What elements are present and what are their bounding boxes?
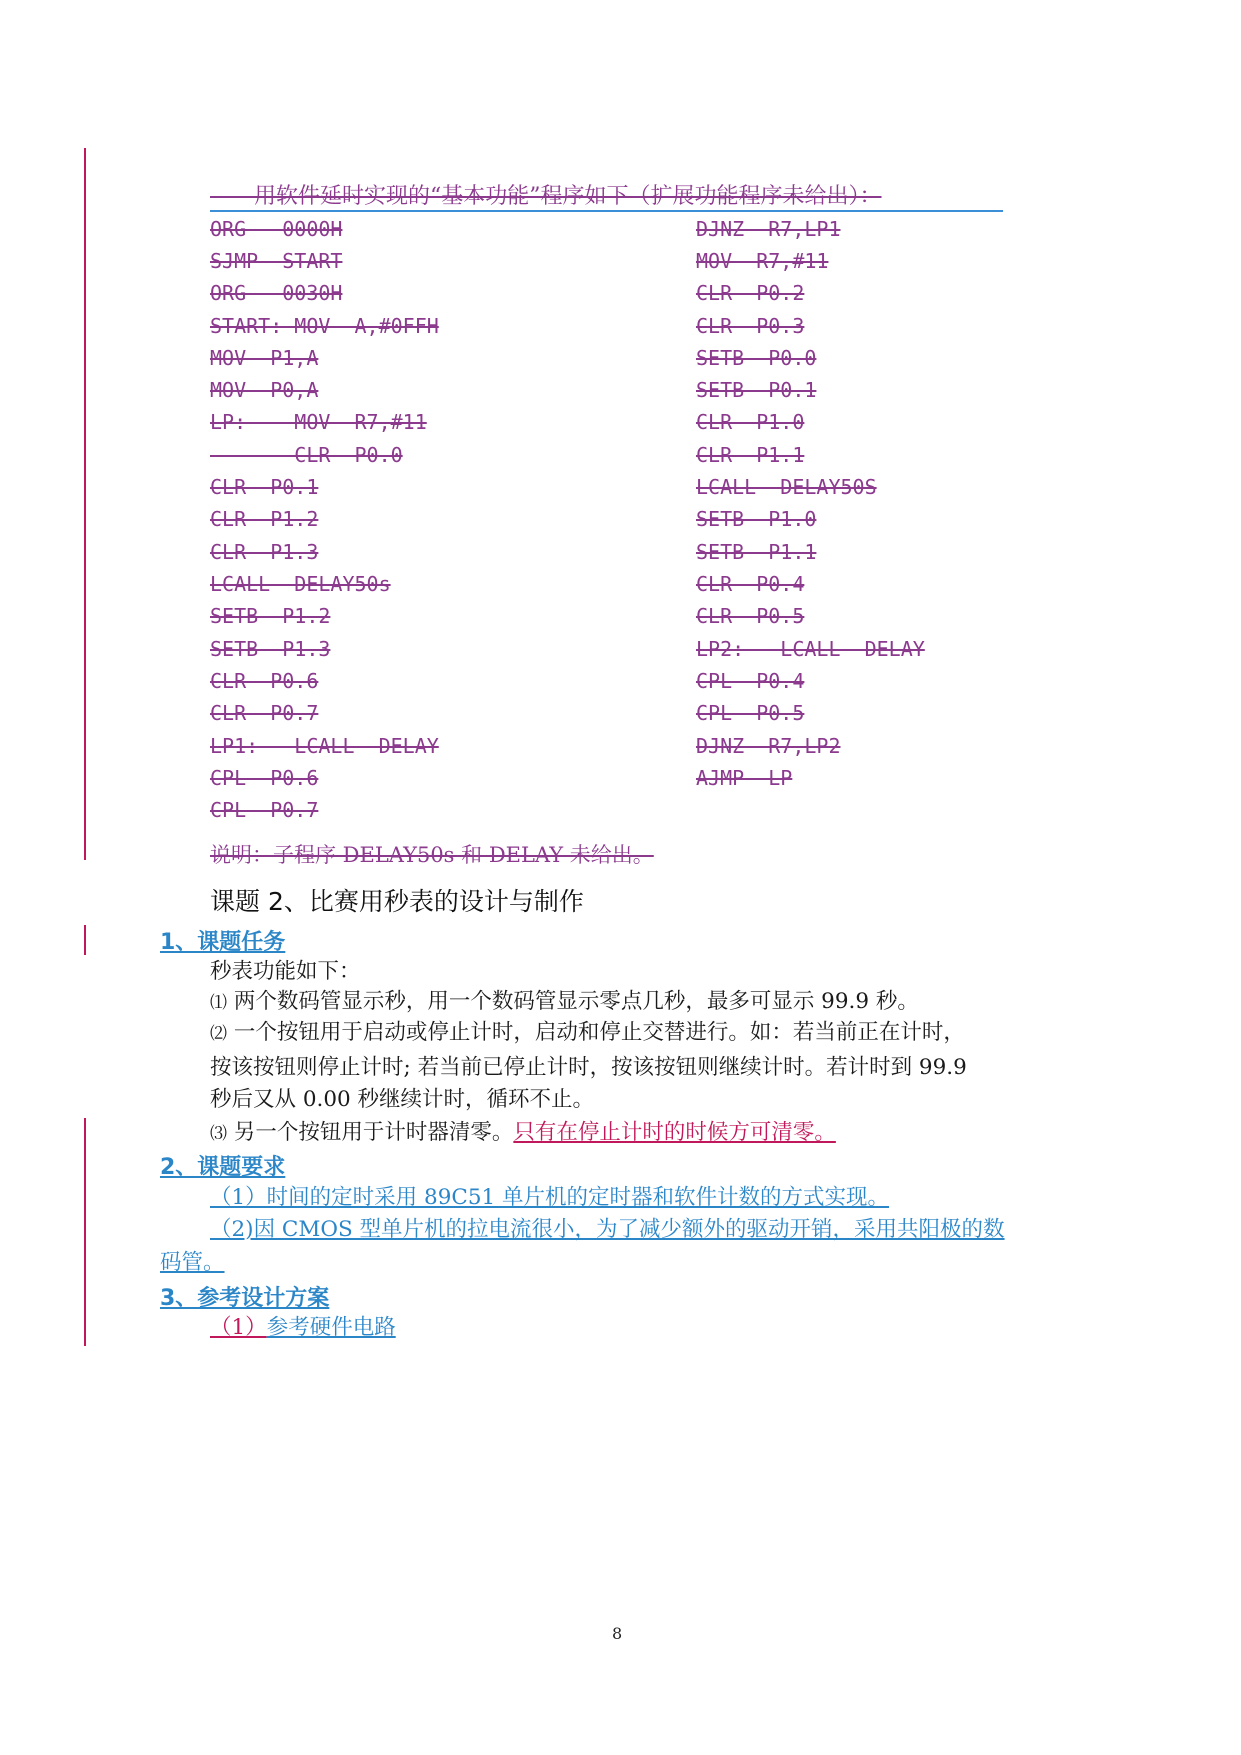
section-heading-task: 1、课题任务: [160, 930, 286, 955]
intro-underline: [210, 210, 1003, 212]
requirement-1: （1）时间的定时采用 89C51 单片机的定时器和软件计数的方式实现。: [210, 1185, 890, 1210]
requirement-2-line-2: 码管。: [160, 1250, 225, 1275]
code-line: ———————CLR P0.0: [210, 443, 403, 467]
code-note: 说明：子程序 DELAY50s 和 DELAY 未给出。: [210, 843, 654, 867]
item-text: 两个数码管显示秒，用一个数码管显示零点几秒，最多可显示 99.9 秒。: [233, 989, 919, 1014]
code-line: LCALL DELAY50S: [696, 475, 877, 499]
requirement-2-line-1: （2)因 CMOS 型单片机的拉电流很小，为了减少额外的驱动开销，采用共阳极的数: [210, 1217, 1005, 1242]
code-line: CPL P0.4: [696, 669, 805, 693]
code-line: CPL P0.5: [696, 701, 805, 725]
page-number: 8: [612, 1624, 623, 1643]
item-number: ⑴: [210, 993, 227, 1013]
code-line: SJMP START: [210, 249, 343, 273]
code-line: CLR P0.4: [696, 572, 805, 596]
page-title: 课题 2、比赛用秒表的设计与制作: [210, 887, 584, 916]
code-line: MOV P0,A: [210, 378, 319, 402]
code-line: MOV R7,#11: [696, 249, 829, 273]
task-item-2-line-2: 按该按钮则停止计时; 若当前已停止计时，按该按钮则继续计时。若计时到 99.9: [210, 1055, 967, 1080]
code-line: CLR P0.2: [696, 281, 805, 305]
code-line: CPL P0.7: [210, 798, 319, 822]
task-intro: 秒表功能如下：: [210, 959, 361, 984]
task-item-2-line-3: 秒后又从 0.00 秒继续计时，循环不止。: [210, 1087, 595, 1112]
code-line: CLR P0.3: [696, 314, 805, 338]
section-heading-design: 3、参考设计方案: [160, 1286, 330, 1311]
change-bar-bottom: [84, 1118, 86, 1346]
code-line: CLR P1.1: [696, 443, 805, 467]
code-line: SETB P1.3: [210, 637, 331, 661]
item-number: ⑵: [210, 1024, 227, 1044]
code-line: AJMP LP: [696, 766, 793, 790]
code-line: LP: MOV R7,#11: [210, 410, 427, 434]
item-text: 参考硬件电路: [266, 1315, 396, 1340]
item-number: （1）: [210, 1315, 267, 1340]
inserted-text: 只有在停止计时的时候方可清零。: [513, 1120, 836, 1145]
task-item-1: [210, 987, 919, 1018]
code-line: CLR P1.0: [696, 410, 805, 434]
task-item-3: [210, 1118, 836, 1149]
code-line: CLR P0.6: [210, 669, 319, 693]
code-line: SETB P1.1: [696, 540, 817, 564]
code-line: ORG 0000H: [210, 217, 343, 241]
code-line: CLR P1.2: [210, 507, 319, 531]
code-line: LP2: LCALL DELAY: [696, 637, 925, 661]
section-heading-requirements: 2、课题要求: [160, 1155, 286, 1180]
code-line: DJNZ R7,LP2: [696, 734, 841, 758]
code-line: SETB P0.1: [696, 378, 817, 402]
code-line: LCALL DELAY50s: [210, 572, 391, 596]
change-bar-task: [84, 925, 86, 955]
item-text: 另一个按钮用于计时器清零。: [233, 1120, 514, 1145]
task-item-2: [210, 1018, 965, 1049]
item-text: 一个按钮用于启动或停止计时，启动和停止交替进行。如：若当前正在计时，: [233, 1020, 965, 1045]
code-line: START: MOV A,#0FFH: [210, 314, 439, 338]
code-line: DJNZ R7,LP1: [696, 217, 841, 241]
code-line: CLR P1.3: [210, 540, 319, 564]
change-bar-top: [84, 148, 86, 860]
item-number: ⑶: [210, 1124, 227, 1144]
code-line: ORG 0030H: [210, 281, 343, 305]
code-line: SETB P1.2: [210, 604, 331, 628]
design-item-1: [210, 1313, 396, 1343]
code-line: CLR P0.5: [696, 604, 805, 628]
code-line: SETB P1.0: [696, 507, 817, 531]
code-line: MOV P1,A: [210, 346, 319, 370]
code-line: CPL P0.6: [210, 766, 319, 790]
code-line: LP1: LCALL DELAY: [210, 734, 439, 758]
code-line: SETB P0.0: [696, 346, 817, 370]
intro-line: ——用软件延时实现的“基本功能”程序如下（扩展功能程序未给出）：: [210, 184, 882, 209]
code-line: CLR P0.1: [210, 475, 319, 499]
code-line: CLR P0.7: [210, 701, 319, 725]
